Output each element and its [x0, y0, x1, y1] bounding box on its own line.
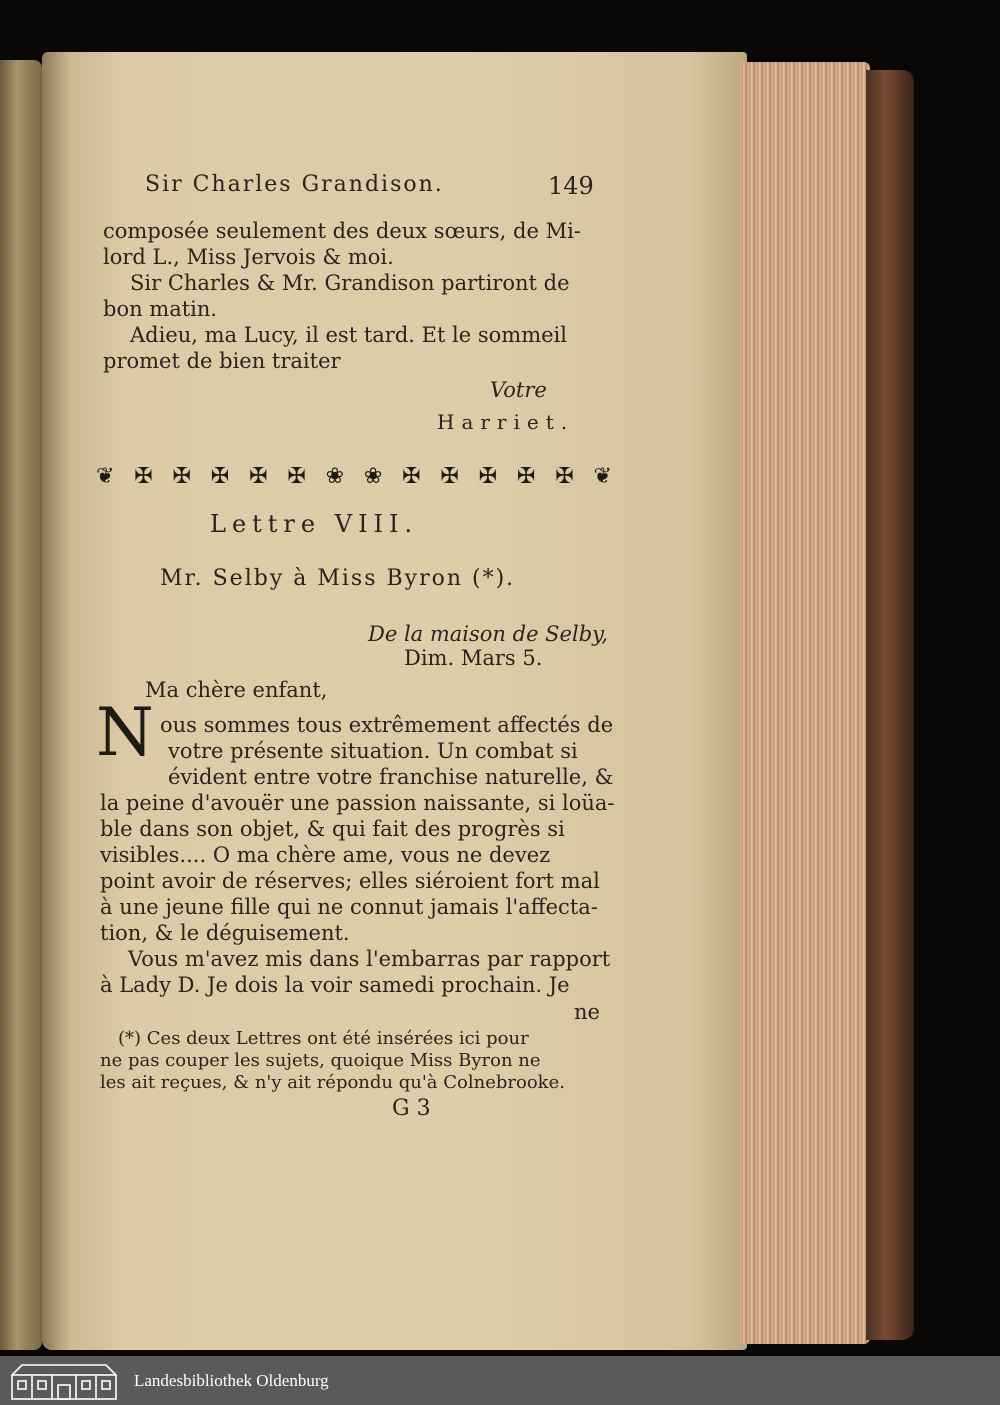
letter-title: Lettre VIII. — [210, 510, 419, 538]
running-title: Sir Charles Grandison. — [145, 172, 444, 197]
footnote-line: ne pas couper les sujets, quoique Miss Byron ne — [100, 1050, 541, 1071]
catchword: ne — [574, 1000, 600, 1024]
text-line: votre présente situation. Un combat si — [168, 739, 578, 763]
page-number: 149 — [548, 172, 594, 200]
text-line: promet de bien traiter — [103, 349, 341, 373]
ornament-glyph: ✠ — [402, 463, 421, 489]
text-line: Adieu, ma Lucy, il est tard. Et le sommeil — [130, 323, 567, 347]
text-line: tion, & le déguisement. — [100, 921, 350, 945]
book-cover — [866, 70, 914, 1340]
ornament-glyph: ✠ — [516, 463, 536, 489]
salutation: Ma chère enfant, — [145, 678, 328, 702]
library-building-icon — [8, 1361, 120, 1401]
facing-page-edge — [0, 60, 42, 1350]
signature-mark: G 3 — [392, 1096, 431, 1121]
text-line: point avoir de réserves; elles siéroient fort mal — [100, 869, 600, 893]
ornament-glyph: ❦ — [96, 463, 115, 489]
closing-votre: Votre — [490, 378, 547, 402]
footnote-line: (*) Ces deux Lettres ont été insérées ici pour — [118, 1028, 529, 1049]
text-line: évident entre votre franchise naturelle, & — [168, 765, 614, 789]
footnote-line: les ait reçues, & n'y ait répondu qu'à Colnebrooke. — [100, 1072, 565, 1093]
ornament-glyph: ✠ — [134, 463, 153, 489]
ornament-glyph: ✠ — [440, 463, 459, 489]
drop-cap: N — [96, 694, 154, 771]
text-line: ous sommes tous extrêmement affectés de — [160, 713, 614, 737]
ornament-glyph: ✠ — [555, 463, 574, 489]
ornament-glyph: ❀ — [363, 463, 383, 489]
text-line: composée seulement des deux sœurs, de Mi- — [103, 219, 581, 243]
page-fore-edge — [740, 62, 870, 1344]
text-line: Vous m'avez mis dans l'embarras par rapport — [128, 947, 611, 971]
letter-address: Mr. Selby à Miss Byron (*). — [160, 566, 516, 591]
text-line: la peine d'avouër une passion naissante, si loüa- — [100, 791, 615, 815]
ornament-glyph: ❦ — [593, 463, 612, 489]
text-line: Sir Charles & Mr. Grandison partiront de — [130, 271, 570, 295]
letter-place: De la maison de Selby, — [368, 622, 608, 646]
text-line: lord L., Miss Jervois & moi. — [103, 245, 394, 269]
text-line: visibles.... O ma chère ame, vous ne devez — [100, 843, 551, 867]
letter-date: Dim. Mars 5. — [404, 646, 543, 670]
ornament-glyph: ✠ — [210, 463, 230, 489]
ornament-glyph: ✠ — [249, 463, 268, 489]
signature-name: Harriet. — [437, 410, 575, 434]
text-line: à Lady D. Je dois la voir samedi prochain. Je — [100, 973, 570, 997]
ornament-glyph: ✠ — [172, 463, 191, 489]
ornament-glyph: ❀ — [325, 463, 345, 489]
ornament-glyph: ✠ — [478, 463, 498, 489]
ornamental-divider — [96, 462, 612, 490]
library-name: Landesbibliothek Oldenburg — [134, 1370, 329, 1390]
ornament-glyph: ✠ — [287, 463, 306, 489]
text-line: à une jeune fille qui ne connut jamais l'affecta- — [100, 895, 598, 919]
library-footer — [0, 1356, 1000, 1405]
text-line: bon matin. — [103, 297, 218, 321]
text-line: ble dans son objet, & qui fait des progrès si — [100, 817, 565, 841]
